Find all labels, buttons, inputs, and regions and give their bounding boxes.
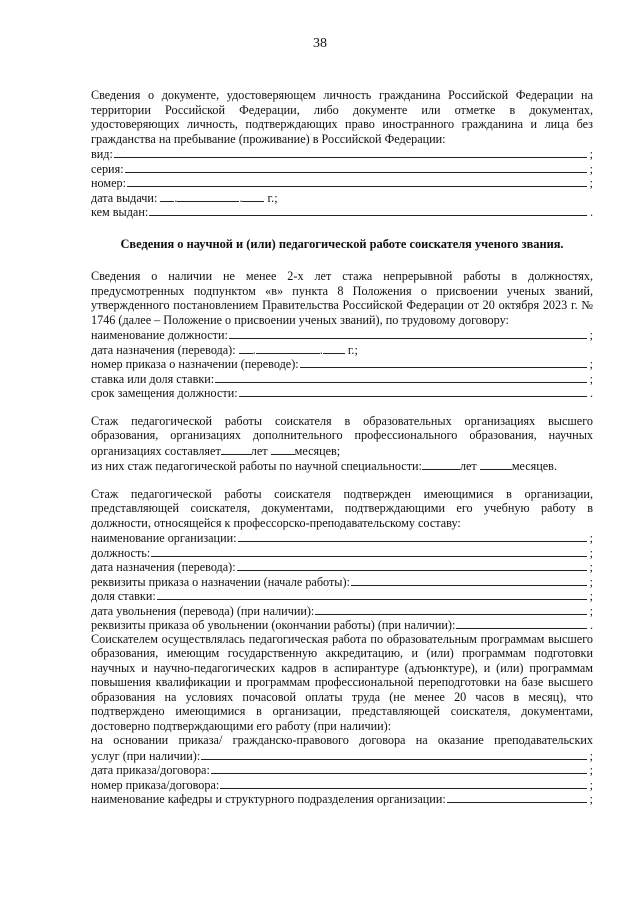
section-title: Сведения о научной и (или) педагогической работе соискателя ученого звания. [120,236,564,251]
basis-line-1: на основании приказа/ гражданско-правового договора на оказание преподавательских [91,733,593,747]
semicolon: ; [589,748,593,763]
semicolon: ; [589,545,593,560]
basis-field[interactable] [201,748,586,760]
order-label: номер приказа о назначении (переводе): [91,357,299,371]
confirmed-appointment-label: дата назначения (перевода): [91,560,236,574]
identity-number-field[interactable] [127,175,587,187]
identity-series-row [91,161,593,176]
semicolon: ; [589,371,593,386]
pedagogical-intro [91,414,593,459]
confirmed-position-row [91,545,593,560]
specialty-years-field[interactable] [422,458,460,470]
semicolon: ; [589,574,593,589]
contract-number-label: номер приказа/договора: [91,777,220,792]
confirmed-order-row [91,574,593,589]
contract-date-label: дата приказа/договора: [91,763,210,777]
order-row [91,356,593,371]
department-row [91,791,593,806]
basis-row [91,748,593,763]
document-body [91,88,593,806]
confirmed-position-label: должность: [91,545,151,560]
semicolon: ; [589,763,593,777]
dismissal-field[interactable] [315,603,586,615]
semicolon: ; [589,176,593,190]
specialty-months-field[interactable] [480,458,512,470]
identity-type-label: вид: [91,147,113,161]
identity-issued-by-row [91,204,593,219]
date-separator: . [319,342,323,357]
confirmed-order-field[interactable] [351,574,587,586]
semicolon: ; [589,792,593,806]
position-label: наименование должности: [91,328,228,342]
page-number: 38 [313,36,327,51]
dismissal-order-field[interactable] [456,617,587,629]
semicolon: ; [589,589,593,603]
dismissal-order-row [91,617,593,632]
semicolon: ; [589,147,593,161]
experience-intro: Сведения о наличии не менее 2-х лет стажа непрерывной работы в должностях, предусмотренных подпунктом «в» пункта 8 Положения о присвоении ученых званий, утвержденного постановлением Правительства Российской Федерации от 20 октября 2023 г. № 1746 (далее – Положение о присвоении ученых званий), по трудовому договору: [91,269,593,327]
contract-date-row [91,762,593,777]
department-label: наименование кафедры и структурного подразделения организации: [91,792,446,806]
confirmed-intro: Стаж педагогической работы соискателя подтвержден имеющимися в организации, представляющей соискателя, документами, подтверждающими его учебную работу в должности, относящейся к профессорско-преподавательскому составу: [91,486,593,530]
confirmed-rate-field[interactable] [157,588,587,600]
year-suffix: г.; [267,190,278,205]
order-field[interactable] [300,356,587,368]
identity-issue-date-row [91,190,593,205]
semicolon: ; [589,603,593,618]
rate-row [91,371,593,386]
specialty-label: из них стаж педагогической работы по научной специальности: [91,459,422,473]
semicolon: ; [589,560,593,574]
rate-label: ставка или доля ставки: [91,371,215,386]
appointment-year-field[interactable] [323,342,345,354]
confirmed-order-label: реквизиты приказа о назначении (начале работы): [91,574,350,589]
specialty-row [91,458,593,473]
appointment-day-field[interactable] [239,342,253,354]
pedagogical-months-field[interactable] [271,443,295,455]
years-word: лет [250,443,268,458]
year-suffix: г.; [347,342,358,357]
months-word: месяцев; [294,443,341,458]
appointment-date-row [91,342,593,357]
period: . [589,618,593,632]
date-separator: . [239,190,243,205]
months-word: месяцев. [511,459,557,473]
appointment-date-label: дата назначения (перевода): [91,342,236,357]
semicolon: ; [589,328,593,342]
pedagogical-years-field[interactable] [221,443,251,455]
issue-month-field[interactable] [177,190,239,202]
contract-date-field[interactable] [211,762,587,774]
position-row [91,327,593,342]
issue-year-field[interactable] [242,190,264,202]
years-word: лет [459,459,477,473]
semicolon: ; [589,161,593,176]
identity-issue-date-label: дата выдачи: [91,190,158,205]
date-separator: . [252,342,256,357]
identity-type-field[interactable] [114,146,587,158]
contract-number-row [91,777,593,792]
dismissal-row [91,603,593,618]
period: . [589,205,593,219]
org-row [91,530,593,545]
identity-series-field[interactable] [125,161,587,173]
identity-number-row [91,175,593,190]
confirmed-appointment-row [91,559,593,574]
hourly-intro: Соискателем осуществлялась педагогическая работа по образовательным программам высшего образования, имеющим государственную аккредитацию, и (или) программам подготовки научных и научно-педагогических кадров в аспирантуре (адъюнктуре), и (или) программам повышения квалификации и программам профессиональной переподготовки на базе высшего образования на условиях почасовой оплаты труда (не менее 20 часов в месяц), что подтверждено имеющимися в организации, представляющей соискателя, документами, достоверно подтверждающими его работу (при наличии): [91,631,593,733]
identity-issued-by-field[interactable] [149,204,587,216]
org-label: наименование организации: [91,531,237,545]
period: . [589,386,593,400]
term-label: срок замещения должности: [91,386,238,400]
department-field[interactable] [447,791,587,803]
dismissal-order-label: реквизиты приказа об увольнении (окончании работы) (при наличии): [91,618,456,632]
date-separator: . [174,190,178,205]
contract-number-field[interactable] [220,777,586,789]
appointment-month-field[interactable] [256,342,320,354]
term-field[interactable] [239,385,587,397]
semicolon: ; [589,357,593,371]
dismissal-label: дата увольнения (перевода) (при наличии): [91,603,315,618]
confirmed-position-field[interactable] [151,545,586,557]
confirmed-rate-label: доля ставки: [91,589,156,603]
term-row [91,385,593,400]
position-field[interactable] [229,327,587,339]
semicolon: ; [589,531,593,545]
issue-day-field[interactable] [160,190,174,202]
semicolon: ; [589,777,593,792]
identity-series-label: серия: [91,161,124,176]
identity-type-row [91,146,593,161]
confirmed-rate-row [91,588,593,603]
identity-intro: Сведения о документе, удостоверяющем личность гражданина Российской Федерации на территории Российской Федерации, либо документе или отметке в документах, удостоверяющих личность, подтверждающих право иностранного гражданина и лица без гражданства на пребывание (проживание) в Российской Федерации: [91,88,593,146]
identity-issued-by-label: кем выдан: [91,205,149,219]
identity-number-label: номер: [91,176,126,190]
org-field[interactable] [238,530,587,542]
confirmed-appointment-field[interactable] [237,559,587,571]
basis-label: услуг (при наличии): [91,748,201,763]
pedagogical-intro-text: Стаж педагогической работы соискателя в образовательных организациях высшего образования, организациях дополнительного профессионального образования, научных организациях составляет [91,413,593,458]
rate-field[interactable] [215,371,586,383]
